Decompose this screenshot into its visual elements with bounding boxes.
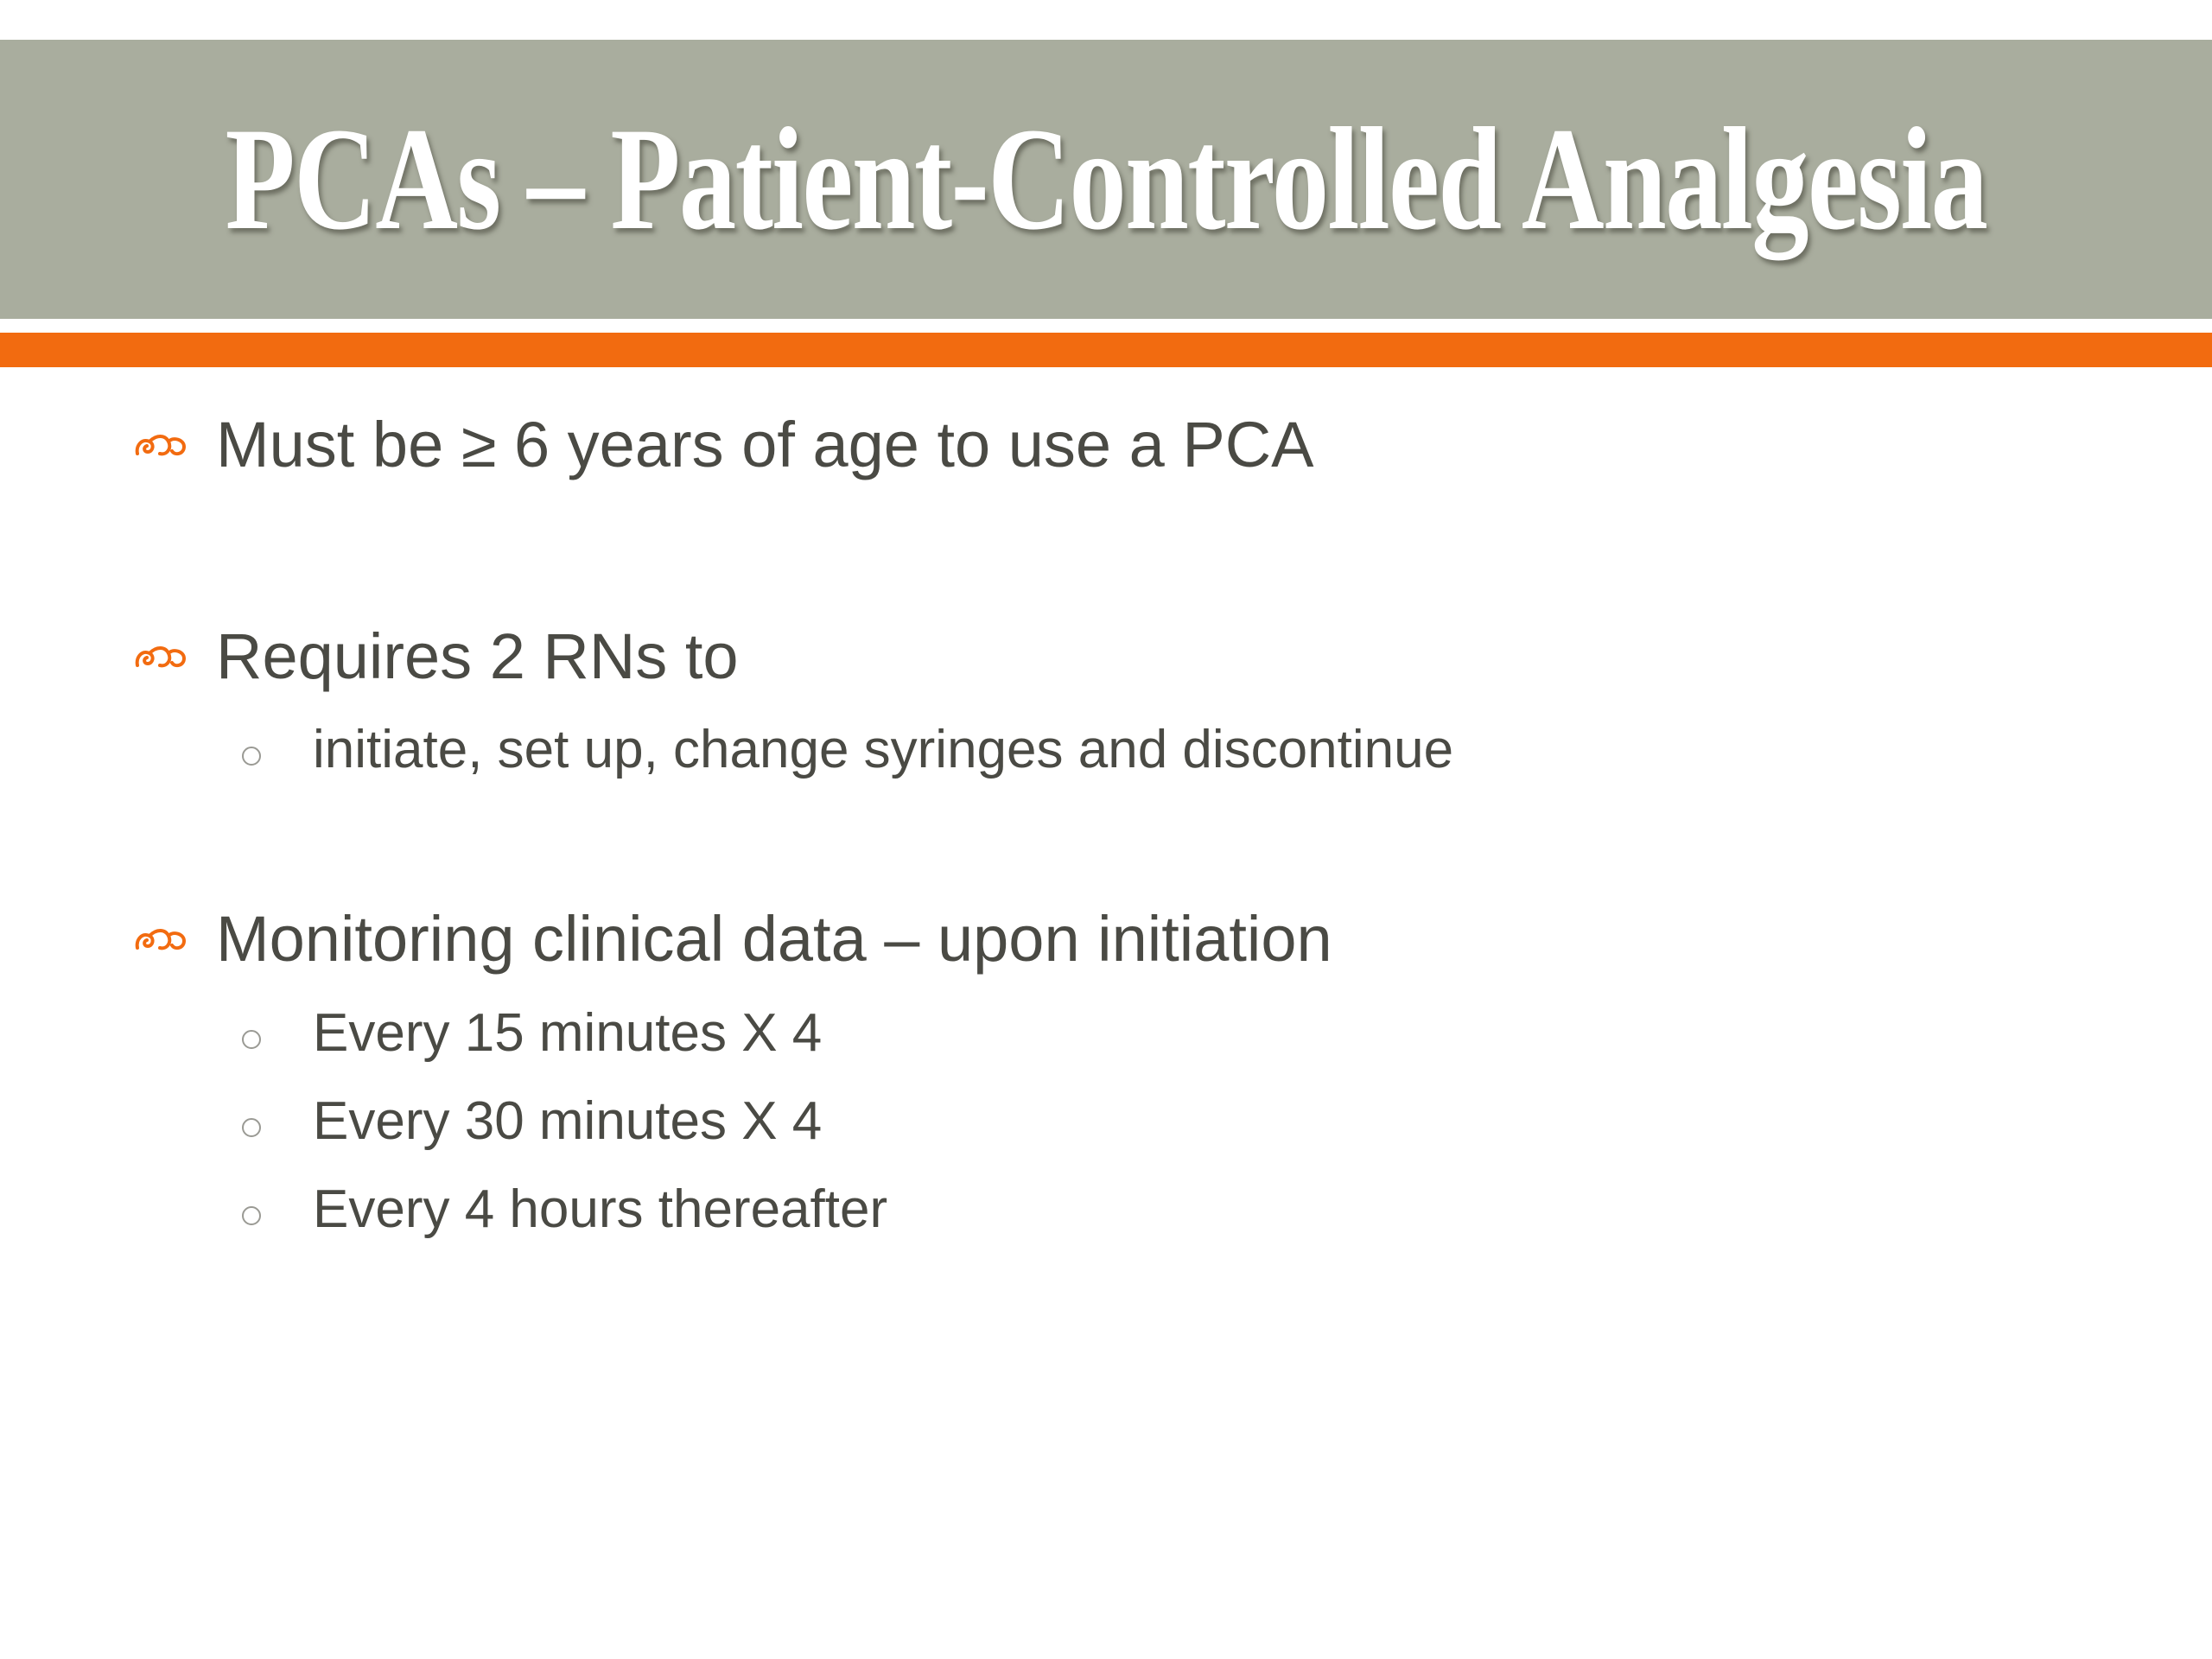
- scroll-ornament-icon: [134, 639, 216, 674]
- sub-bullet-item: [242, 1002, 822, 1064]
- bullet-item: [134, 902, 1332, 976]
- circle-bullet-icon: [242, 1194, 313, 1225]
- slide-title: PCAs – Patient-Controlled Analgesia: [225, 98, 1987, 260]
- sub-bullet-text: Every 15 minutes X 4: [313, 1003, 823, 1063]
- bullet-text: Requires 2 RNs to: [216, 620, 739, 692]
- circle-bullet-icon: [242, 1018, 313, 1049]
- sub-bullet-item: [242, 1179, 887, 1240]
- sub-bullet-text: initiate, set up, change syringes and discontinue: [313, 720, 1454, 779]
- sub-bullet-item: [242, 719, 1453, 780]
- bullet-text: Must be ≥ 6 years of age to use a PCA: [216, 409, 1314, 480]
- sub-bullet-text: Every 30 minutes X 4: [313, 1091, 823, 1151]
- circle-bullet-icon: [242, 734, 313, 766]
- bullet-item: [134, 408, 1314, 481]
- sub-bullet-text: Every 4 hours thereafter: [313, 1179, 888, 1239]
- sub-bullet-item: [242, 1090, 822, 1152]
- circle-bullet-icon: [242, 1106, 313, 1137]
- bullet-item: [134, 620, 739, 693]
- scroll-ornament-icon: [134, 428, 216, 462]
- scroll-ornament-icon: [134, 922, 216, 957]
- bullet-text: Monitoring clinical data – upon initiation: [216, 903, 1332, 975]
